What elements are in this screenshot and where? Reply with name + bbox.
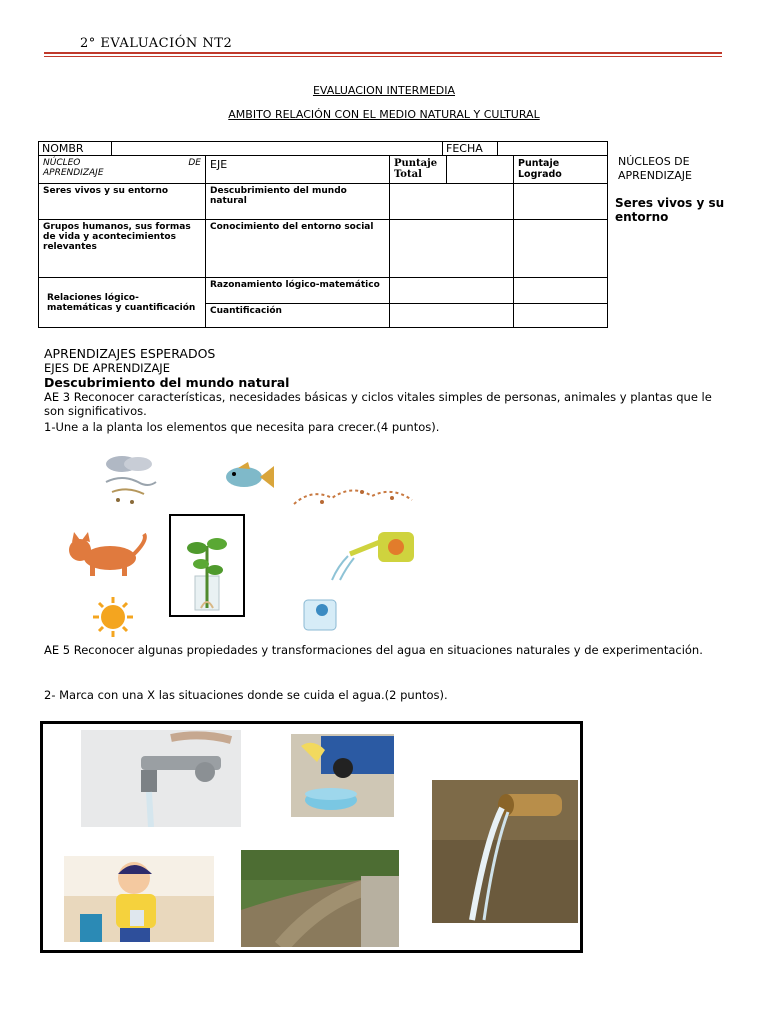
sun-image[interactable] xyxy=(88,596,138,638)
evaluation-table xyxy=(38,155,608,328)
header-blank xyxy=(447,156,514,184)
name-date-table xyxy=(38,141,608,156)
row-total[interactable] xyxy=(390,278,514,304)
row-nucleo: Seres vivos y su entorno xyxy=(39,184,206,220)
soil-image[interactable] xyxy=(292,478,414,510)
row-total[interactable] xyxy=(390,304,514,328)
side-nucleos-label: NÚCLEOS DE APRENDIZAJE xyxy=(618,155,692,182)
header-total: Puntaje Total xyxy=(390,156,447,184)
row-logrado[interactable] xyxy=(514,304,608,328)
water-bag-image[interactable] xyxy=(300,596,340,634)
ae5-text: AE 5 Reconocer algunas propiedades y transformaciones del agua en situaciones naturales y de experimentación. xyxy=(44,643,703,657)
header-logrado: Puntaje Logrado xyxy=(514,156,608,184)
header-rule xyxy=(44,52,722,54)
side-nucleo-value: Seres vivos y su entorno xyxy=(615,196,725,224)
cat-image[interactable] xyxy=(64,530,148,578)
aprendizajes-heading: APRENDIZAJES ESPERADOS xyxy=(44,346,216,361)
faucet-image[interactable] xyxy=(81,730,241,827)
pipe-water-image[interactable] xyxy=(432,780,578,923)
row-total[interactable] xyxy=(390,184,514,220)
header-eje: EJE xyxy=(206,156,390,184)
question-2: 2- Marca con una X las situaciones donde se cuida el agua.(2 puntos). xyxy=(44,688,448,702)
bucket-car-image[interactable] xyxy=(291,734,394,817)
fish-image[interactable] xyxy=(220,460,276,494)
row-logrado[interactable] xyxy=(514,184,608,220)
ejes-heading: EJES DE APRENDIZAJE xyxy=(44,361,170,375)
row-eje: Cuantificación xyxy=(206,304,390,328)
descubrimiento-heading: Descubrimiento del mundo natural xyxy=(44,375,290,390)
row-nucleo: Grupos humanos, sus formas de vida y acontecimientos relevantes xyxy=(39,220,206,278)
nombre-field[interactable] xyxy=(112,142,443,156)
river-image[interactable] xyxy=(241,850,399,947)
title-ambito: AMBITO RELACIÓN CON EL MEDIO NATURAL Y CULTURAL xyxy=(228,108,540,121)
question-1: 1-Une a la planta los elementos que necesita para crecer.(4 puntos). xyxy=(44,420,440,434)
fecha-label: FECHA xyxy=(443,142,498,156)
plant-image[interactable] xyxy=(169,514,245,617)
document-header-title: 2° EVALUACIÓN NT2 xyxy=(80,36,233,51)
boy-brushing-image[interactable] xyxy=(64,856,214,942)
header-nucleo: NÚCLEO DE APRENDIZAJE xyxy=(39,156,206,184)
nombre-label: NOMBR xyxy=(39,142,112,156)
title-evaluacion: EVALUACION INTERMEDIA xyxy=(312,84,456,97)
row-logrado[interactable] xyxy=(514,278,608,304)
row-eje: Conocimiento del entorno social xyxy=(206,220,390,278)
row-eje: Razonamiento lógico-matemático xyxy=(206,278,390,304)
header-rule-thin xyxy=(44,56,722,57)
ae3-text: AE 3 Reconocer características, necesidades básicas y ciclos vitales simples de personas, animales y plantas que le son significativos. xyxy=(44,390,712,418)
row-total[interactable] xyxy=(390,220,514,278)
watering-can-image[interactable] xyxy=(330,520,424,582)
fecha-field[interactable] xyxy=(498,142,608,156)
row-eje: Descubrimiento del mundo natural xyxy=(206,184,390,220)
row-logrado[interactable] xyxy=(514,220,608,278)
row-nucleo: Relaciones lógico-matemáticas y cuantificación xyxy=(39,278,206,328)
wind-cloud-image[interactable] xyxy=(98,452,160,507)
